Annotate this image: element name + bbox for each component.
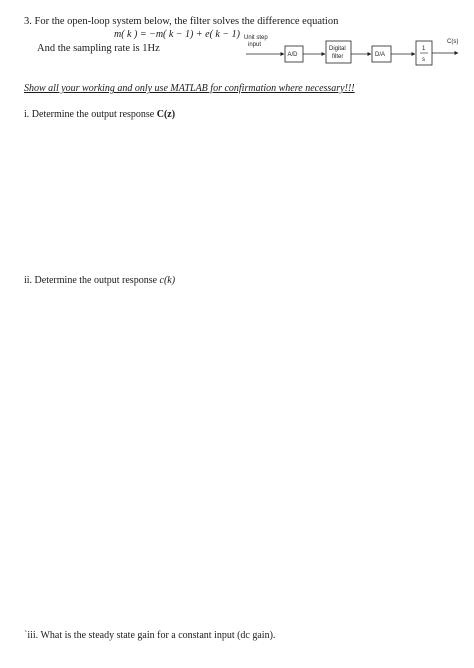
- part-ii-question: [24, 275, 175, 286]
- part-i-question: [24, 109, 175, 120]
- part-i-text: i. Determine the output response: [24, 109, 157, 120]
- part-i-emphasis: C(z): [156, 109, 176, 120]
- sampling-rate-text: And the sampling rate is 1Hz: [37, 43, 160, 54]
- ad-label: A/D: [287, 52, 298, 58]
- input-label-line1: Unit step: [244, 35, 268, 41]
- part-iii-question: `iii. What is the steady state gain for a constant input (dc gain).: [24, 630, 276, 641]
- instruction-text: Show all your working and only use MATLAB for confirmation where necessary!!!: [24, 83, 355, 94]
- filter-label-line1: Digital: [329, 46, 346, 52]
- input-label-line2: input: [248, 42, 262, 48]
- output-label: C(s): [447, 39, 459, 45]
- block-diagram-svg: [244, 32, 468, 72]
- difference-equation: m( k ) = −m( k − 1) + e( k − 1): [114, 29, 240, 40]
- filter-label-line2: filter: [332, 54, 344, 60]
- da-label: D/A: [375, 52, 386, 58]
- block-diagram: [244, 32, 468, 72]
- plant-numerator: 1: [422, 46, 426, 52]
- plant-denominator: s: [422, 57, 425, 63]
- part-ii-emphasis: c(k): [159, 275, 176, 286]
- part-ii-text: ii. Determine the output response: [24, 275, 160, 286]
- question-heading: 3. For the open-loop system below, the filter solves the difference equation: [24, 16, 339, 27]
